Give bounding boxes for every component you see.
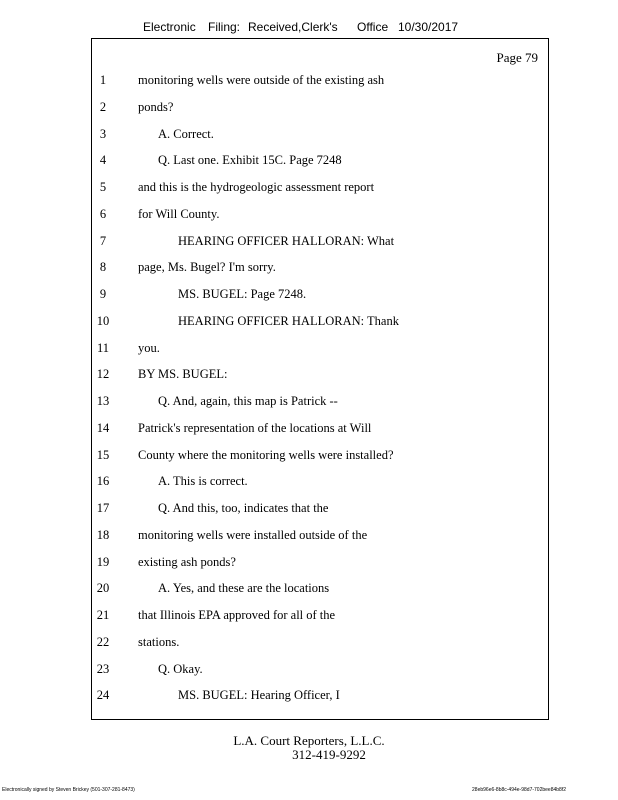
line-number: 7 — [99, 233, 107, 248]
transcript-line — [0, 177, 618, 197]
line-text: HEARING OFFICER HALLORAN: What — [178, 233, 395, 248]
transcript-line — [0, 445, 618, 465]
stamp-date: 10/30/2017 — [398, 20, 459, 34]
footer-company: L.A. Court Reporters, L.L.C. — [233, 733, 385, 748]
stamp-label-received: Received,Clerk's — [248, 20, 338, 34]
line-text: Q. Last one. Exhibit 15C. Page 7248 — [158, 153, 342, 168]
line-number: 2 — [99, 99, 107, 114]
line-text: for Will County. — [138, 206, 220, 221]
transcript-line — [0, 257, 618, 277]
line-number: 21 — [96, 608, 110, 622]
transcript-line — [0, 418, 618, 438]
line-number: 24 — [96, 688, 110, 703]
transcript-line — [0, 391, 618, 411]
transcript-line — [0, 498, 618, 518]
line-text: A. Correct. — [158, 126, 214, 141]
line-number: 9 — [99, 287, 107, 301]
line-number: 8 — [99, 260, 107, 275]
line-number: 12 — [96, 367, 110, 382]
footer-phone: 312-419-9292 — [292, 747, 366, 762]
line-text: A. Yes, and these are the locations — [158, 581, 330, 596]
line-text: existing ash ponds? — [138, 554, 236, 569]
transcript-line — [0, 204, 618, 224]
transcript-line — [0, 685, 618, 705]
line-number: 22 — [96, 634, 110, 649]
transcript-line — [0, 231, 618, 251]
line-text: BY MS. BUGEL: — [138, 367, 228, 382]
line-text: monitoring wells were installed outside of the — [138, 527, 368, 542]
line-text: Q. And this, too, indicates that the — [158, 501, 329, 515]
transcript-line — [0, 364, 618, 384]
line-number: 5 — [99, 180, 107, 194]
transcript-line — [0, 659, 618, 679]
transcript-line — [0, 124, 618, 144]
line-text: stations. — [138, 634, 180, 649]
line-text: page, Ms. Bugel? I'm sorry. — [138, 260, 276, 275]
line-number: 4 — [99, 153, 107, 168]
line-text: ponds? — [138, 99, 174, 114]
transcript-line — [0, 552, 618, 572]
transcript-line — [0, 525, 618, 545]
line-text: County where the monitoring wells were installed? — [138, 447, 394, 462]
page-number: Page 79 — [496, 50, 538, 65]
line-text: monitoring wells were outside of the existing ash — [138, 73, 385, 87]
line-text: MS. BUGEL: Page 7248. — [178, 287, 307, 301]
line-number: 1 — [99, 73, 107, 87]
transcript-line — [0, 632, 618, 652]
transcript-line — [0, 605, 618, 625]
line-number: 6 — [99, 206, 107, 221]
electronic-signature-text: Electronically signed by Steven Brickey (501-307-281-8473) — [2, 787, 135, 793]
line-number: 16 — [96, 474, 110, 489]
line-text: A. This is correct. — [158, 474, 248, 489]
line-number: 3 — [99, 126, 107, 141]
line-text: Patrick's representation of the locations at Will — [138, 420, 372, 435]
transcript-line — [0, 338, 618, 358]
transcript-line — [0, 284, 618, 304]
line-text: Q. Okay. — [158, 661, 203, 676]
transcript-line — [0, 471, 618, 491]
line-text: you. — [138, 340, 160, 355]
line-number: 10 — [96, 313, 110, 328]
transcript-line — [0, 578, 618, 598]
line-number: 17 — [96, 501, 110, 515]
line-number: 15 — [96, 447, 110, 462]
line-text: HEARING OFFICER HALLORAN: Thank — [178, 313, 399, 328]
line-number: 23 — [96, 661, 110, 676]
line-number: 14 — [96, 420, 110, 435]
stamp-label-electronic: Electronic — [143, 20, 196, 34]
line-text: and this is the hydrogeologic assessment report — [138, 180, 375, 194]
line-number: 20 — [96, 581, 110, 596]
transcript-line — [0, 311, 618, 331]
transcript-line — [0, 150, 618, 170]
transcript-line — [0, 70, 618, 90]
transcript-line — [0, 97, 618, 117]
stamp-label-office: Office — [357, 20, 389, 34]
line-number: 11 — [96, 340, 110, 355]
line-number: 18 — [96, 527, 110, 542]
stamp-label-filing: Filing: — [208, 20, 241, 34]
line-text: MS. BUGEL: Hearing Officer, I — [178, 688, 340, 703]
document-hash: 28eb96e6-8b8c-494e-98d7-702bee84b8f2 — [472, 787, 566, 793]
line-text: Q. And, again, this map is Patrick -- — [158, 394, 338, 408]
line-text: that Illinois EPA approved for all of the — [138, 608, 336, 622]
line-number: 13 — [96, 394, 110, 408]
line-number: 19 — [96, 554, 110, 569]
